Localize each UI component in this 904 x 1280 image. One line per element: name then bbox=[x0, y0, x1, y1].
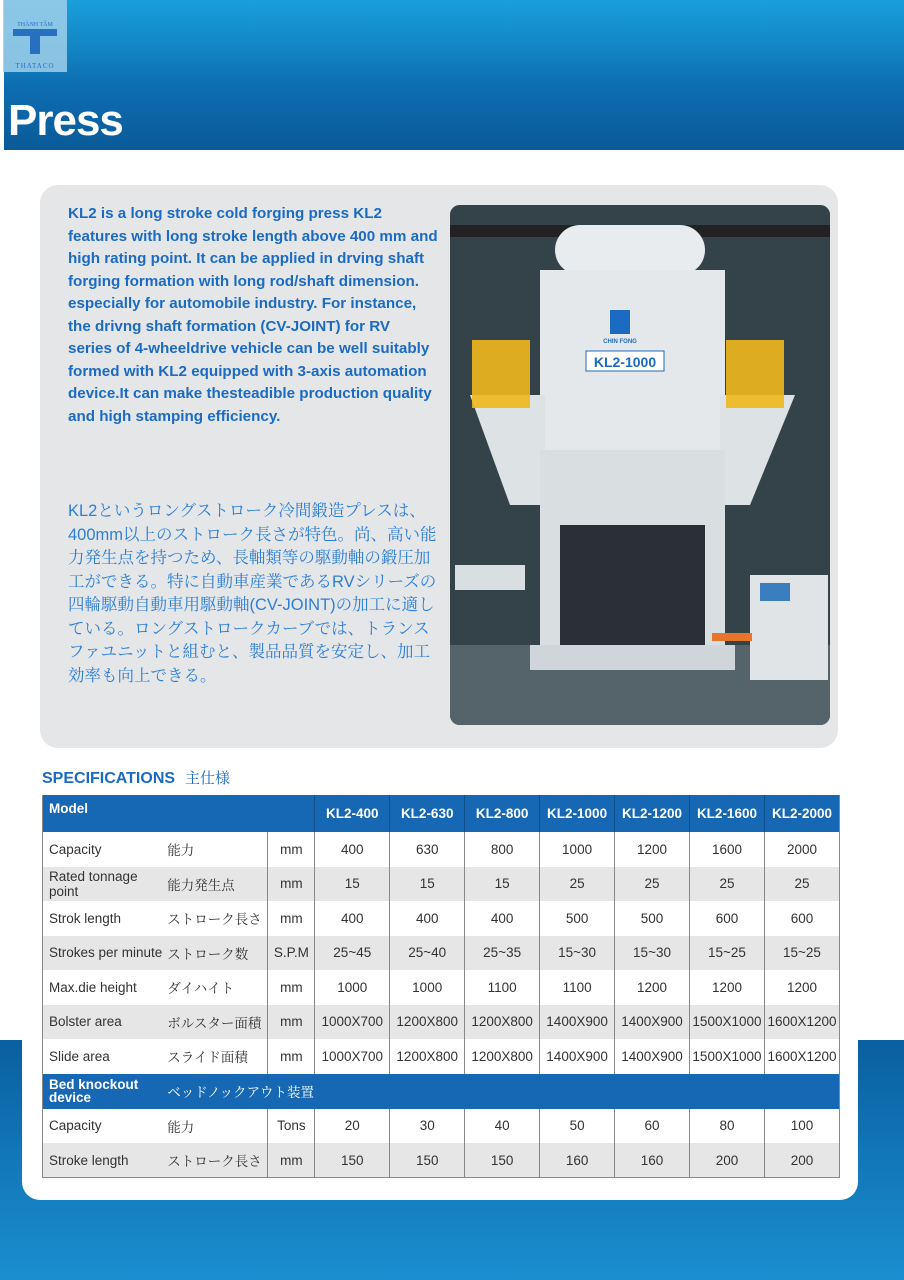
table-cell: 60 bbox=[615, 1109, 690, 1144]
table-cell: 1000X700 bbox=[315, 1039, 390, 1074]
page-title: Press bbox=[8, 96, 123, 145]
table-cell: 25 bbox=[764, 867, 839, 902]
row-label-jp: ダイハイト bbox=[167, 981, 235, 997]
table-cell: 100 bbox=[764, 1109, 839, 1144]
table-cell: 15 bbox=[390, 867, 465, 902]
table-cell: 800 bbox=[465, 832, 540, 867]
row-unit: S.P.M bbox=[268, 936, 315, 971]
model-header: KL2-1000 bbox=[540, 795, 615, 832]
table-row bbox=[43, 1005, 840, 1040]
description-english: KL2 is a long stroke cold forging press KL2 features with long stroke length above 400 mm and high rating point. It can be applied in drving shaft forging formation with long rod/shaft dimension. especially for automobile industry. For instance, the drivng shaft formation (CV-JOINT) for RV series of 4-wheeldrive vehicle can be well suitably formed with KL2 equipped with 3-axis automation device.It can make thesteadible production quality and high stamping efficiency. bbox=[68, 205, 438, 425]
table-cell: 200 bbox=[689, 1143, 764, 1178]
table-cell: 1200 bbox=[689, 970, 764, 1005]
row-label: Stroke length bbox=[43, 1143, 166, 1178]
model-label: Model bbox=[43, 795, 315, 832]
table-cell: 15~30 bbox=[615, 936, 690, 971]
row-unit: mm bbox=[268, 1005, 315, 1040]
table-cell: 80 bbox=[689, 1109, 764, 1144]
model-header: KL2-400 bbox=[315, 795, 390, 832]
table-cell: 1400X900 bbox=[540, 1005, 615, 1040]
table-cell: 1200 bbox=[764, 970, 839, 1005]
specifications-title: SPECIFICATIONS bbox=[42, 770, 176, 787]
table-cell: 20 bbox=[315, 1109, 390, 1144]
table-cell: 1200 bbox=[615, 970, 690, 1005]
table-cell: 1600X1200 bbox=[764, 1005, 839, 1040]
table-cell: 1400X900 bbox=[540, 1039, 615, 1074]
row-unit: mm bbox=[268, 832, 315, 867]
table-cell: 600 bbox=[764, 901, 839, 936]
table-cell: 1200X800 bbox=[465, 1005, 540, 1040]
table-row bbox=[43, 1109, 840, 1144]
table-cell: 400 bbox=[390, 901, 465, 936]
table-cell: 15 bbox=[465, 867, 540, 902]
logo-text-bottom: THATACO bbox=[15, 62, 55, 70]
row-label: Strok length bbox=[49, 910, 122, 926]
row-unit: mm bbox=[268, 970, 315, 1005]
table-cell: 400 bbox=[315, 832, 390, 867]
table-cell: 15~30 bbox=[540, 936, 615, 971]
table-cell: 150 bbox=[390, 1143, 465, 1178]
table-cell: 40 bbox=[465, 1109, 540, 1144]
row-unit: mm bbox=[268, 1143, 315, 1178]
model-header: KL2-630 bbox=[390, 795, 465, 832]
row-label-jp: ストローク長さ bbox=[165, 1143, 268, 1178]
section-header-row bbox=[43, 1074, 840, 1109]
row-label: Capacity bbox=[49, 841, 102, 857]
table-row bbox=[43, 867, 840, 902]
table-cell: 30 bbox=[390, 1109, 465, 1144]
table-cell: 400 bbox=[315, 901, 390, 936]
row-label: Slide area bbox=[49, 1048, 110, 1064]
table-row bbox=[43, 1143, 840, 1178]
row-label: Capacity bbox=[49, 1118, 102, 1134]
photo-brand: CHIN FONG bbox=[603, 339, 637, 345]
table-cell: 160 bbox=[615, 1143, 690, 1178]
table-cell: 25 bbox=[615, 867, 690, 902]
row-label-jp: ストローク長さ bbox=[167, 912, 262, 928]
table-cell: 15 bbox=[315, 867, 390, 902]
table-cell: 1500X1000 bbox=[689, 1039, 764, 1074]
row-label-jp: ボルスター面積 bbox=[165, 1005, 268, 1040]
table-cell: 2000 bbox=[764, 832, 839, 867]
specifications-heading bbox=[42, 767, 230, 788]
table-cell: 1200X800 bbox=[465, 1039, 540, 1074]
table-cell: 15~25 bbox=[764, 936, 839, 971]
table-cell: 200 bbox=[764, 1143, 839, 1178]
table-cell: 1400X900 bbox=[615, 1039, 690, 1074]
photo-model: KL2-1000 bbox=[593, 354, 657, 370]
table-cell: 160 bbox=[540, 1143, 615, 1178]
table-cell: 1000X700 bbox=[315, 1005, 390, 1040]
row-label: Max.die height bbox=[49, 979, 137, 995]
logo-text-top: THÀNH TÂM bbox=[17, 22, 53, 28]
table-cell: 25 bbox=[540, 867, 615, 902]
table-cell: 50 bbox=[540, 1109, 615, 1144]
row-label: Rated tonnage point bbox=[43, 867, 166, 902]
table-cell: 1000 bbox=[540, 832, 615, 867]
company-logo bbox=[3, 0, 67, 72]
row-unit: mm bbox=[268, 1039, 315, 1074]
section-label: Bed knockout device bbox=[43, 1074, 166, 1109]
table-cell: 25~40 bbox=[390, 936, 465, 971]
table-cell: 630 bbox=[390, 832, 465, 867]
table-cell: 500 bbox=[540, 901, 615, 936]
table-cell: 1100 bbox=[465, 970, 540, 1005]
press-machine-photo bbox=[450, 205, 830, 725]
row-unit: Tons bbox=[268, 1109, 315, 1144]
table-cell: 1000 bbox=[315, 970, 390, 1005]
table-cell: 1000 bbox=[390, 970, 465, 1005]
table-cell: 25~45 bbox=[315, 936, 390, 971]
table-cell: 400 bbox=[465, 901, 540, 936]
table-cell: 25 bbox=[689, 867, 764, 902]
row-label-jp: 能力 bbox=[167, 843, 195, 859]
table-row bbox=[43, 901, 840, 936]
table-row bbox=[43, 970, 840, 1005]
header-banner bbox=[4, 0, 904, 150]
table-row bbox=[43, 1039, 840, 1074]
table-cell: 1200 bbox=[615, 832, 690, 867]
row-label: Strokes per minute bbox=[43, 936, 166, 971]
table-cell: 1100 bbox=[540, 970, 615, 1005]
table-cell: 15~25 bbox=[689, 936, 764, 971]
row-label-jp: ストローク数 bbox=[165, 936, 268, 971]
row-unit: mm bbox=[268, 901, 315, 936]
row-label-jp: 能力発生点 bbox=[165, 867, 268, 902]
section-label-jp: ベッドノックアウト装置 bbox=[165, 1074, 839, 1109]
table-cell: 600 bbox=[689, 901, 764, 936]
table-cell: 150 bbox=[465, 1143, 540, 1178]
table-cell: 1600 bbox=[689, 832, 764, 867]
row-unit: mm bbox=[268, 867, 315, 902]
table-cell: 500 bbox=[615, 901, 690, 936]
specifications-table bbox=[42, 795, 840, 1178]
description-japanese: KL2というロングストローク冷間鍛造プレスは、400mm以上のストローク長さが特色。尚、高い能力発生点を持つため、長軸類等の駆動軸の鍛圧加工ができる。特に自動車産業であるRVシリーズの四輪駆動自動車用駆動軸(CV-JOINT)の加工に適している。ロングストロークカーブでは、トランスファユニットと組むと、製品品質を安定し、加工効率も向上できる。 bbox=[68, 502, 437, 685]
table-header-row bbox=[43, 795, 840, 832]
model-header: KL2-1200 bbox=[615, 795, 690, 832]
table-cell: 1200X800 bbox=[390, 1005, 465, 1040]
table-cell: 1500X1000 bbox=[689, 1005, 764, 1040]
table-row bbox=[43, 936, 840, 971]
table-cell: 1600X1200 bbox=[764, 1039, 839, 1074]
row-label: Bolster area bbox=[43, 1005, 166, 1040]
model-header: KL2-1600 bbox=[689, 795, 764, 832]
row-label-jp: 能力 bbox=[167, 1119, 195, 1135]
row-label-jp: スライド面積 bbox=[167, 1050, 248, 1066]
table-row bbox=[43, 832, 840, 867]
model-header: KL2-800 bbox=[465, 795, 540, 832]
model-header: KL2-2000 bbox=[764, 795, 839, 832]
table-cell: 1400X900 bbox=[615, 1005, 690, 1040]
table-cell: 25~35 bbox=[465, 936, 540, 971]
specifications-title-jp: 主仕様 bbox=[185, 770, 231, 787]
table-cell: 1200X800 bbox=[390, 1039, 465, 1074]
table-cell: 150 bbox=[315, 1143, 390, 1178]
